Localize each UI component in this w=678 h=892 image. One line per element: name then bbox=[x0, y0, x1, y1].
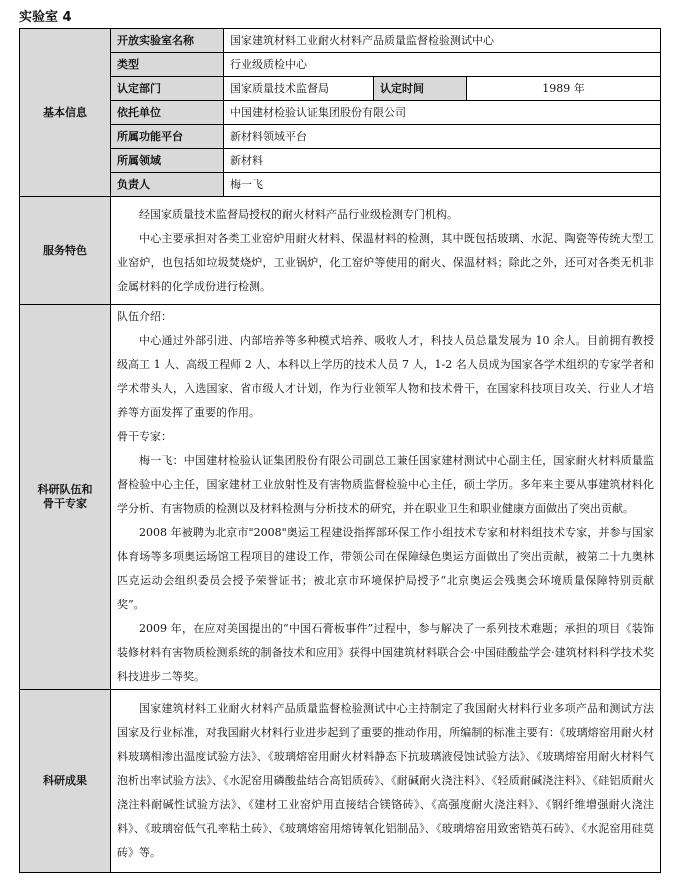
field-label-host-unit: 依托单位 bbox=[111, 101, 224, 125]
field-label-cert-time: 认定时间 bbox=[374, 77, 467, 101]
field-value-cert-dept: 国家质量技术监督局 bbox=[224, 77, 374, 101]
field-value-platform: 新材料领域平台 bbox=[224, 125, 661, 149]
field-label-platform: 所属功能平台 bbox=[111, 125, 224, 149]
team-content bbox=[111, 305, 661, 690]
field-label-lab-name: 开放实验室名称 bbox=[111, 29, 224, 53]
expert-paragraph: 2009 年，在应对美国提出的“中国石膏板事件”过程中，参与解决了一系列技术难题；承担的项目《装饰装修材料有害物质检测系统的制备技术和应用》获得中国建筑材料联合会·中国硅酸盐学会·建筑材料科学技术奖科技进步二等奖。 bbox=[117, 622, 655, 683]
lab-info-table bbox=[19, 28, 661, 873]
table-row bbox=[20, 305, 661, 690]
table-row bbox=[20, 173, 661, 197]
field-value-type: 行业级质检中心 bbox=[224, 53, 661, 77]
section-service: 服务特色 bbox=[20, 197, 111, 305]
table-row bbox=[20, 125, 661, 149]
service-content bbox=[111, 197, 661, 305]
section-team bbox=[20, 305, 111, 690]
field-value-host-unit: 中国建材检验认证集团股份有限公司 bbox=[224, 101, 661, 125]
results-paragraph: 国家建筑材料工业耐火材料产品质量监督检验测试中心主持制定了我国耐火材料行业多项产品和测试方法国家及行业标准，对我国耐火材料行业进步起到了重要的推动作用，所编制的标准主要有：《玻璃熔窑用耐火材料玻璃相渗出温度试验方法》、《玻璃熔窑用耐火材料静态下抗玻璃液侵蚀试验方法》、《玻璃熔窑用耐火材料气泡析出率试验方法》、《水泥窑用磷酸盐结合高铝质砖》、《耐碱耐火浇注料》、《轻质耐碱浇注料》、《硅铝质耐火浇注料耐碱性试验方法》、《建材工业窑炉用直接结合镁铬砖》、《高强度耐火浇注料》、《钢纤维增强耐火浇注料》、《玻璃窑低气孔率粘土砖》、《玻璃熔窑用熔铸氧化铝制品》、《玻璃熔窑用致密锆英石砖》、《水泥窑用硅莫砖》等。 bbox=[117, 702, 655, 859]
field-label-type: 类型 bbox=[111, 53, 224, 77]
section-team-line2: 骨干专家 bbox=[43, 497, 87, 510]
table-row bbox=[20, 29, 661, 53]
field-label-cert-dept: 认定部门 bbox=[111, 77, 224, 101]
field-label-person-in-charge: 负责人 bbox=[111, 173, 224, 197]
section-basic-info: 基本信息 bbox=[20, 29, 111, 197]
results-content bbox=[111, 690, 661, 873]
expert-paragraph: 梅一飞：中国建材检验认证集团股份有限公司副总工兼任国家建材测试中心副主任，国家耐火材料质量监督检验中心主任，国家建材工业放射性及有害物质监督检验中心主任，硕士学历。多年来主要从事建筑材料化学分析、有害物质的检测以及材料检测与分析技术的研究，并在职业卫生和职业健康方面做出了突出贡献。 bbox=[117, 454, 655, 515]
field-value-domain: 新材料 bbox=[224, 149, 661, 173]
team-intro-paragraph: 中心通过外部引进、内部培养等多种模式培养、吸收人才，科技人员总量发展为 10 余人。目前拥有教授级高工 1 人、高级工程师 2 人、本科以上学历的技术人员 7 人，1-2 名人员成为国家各学术组织的专家学者和学术带头人，入选国家、省市级人才计划，作为行业领军人物和技术骨干，在国家科技项目攻关、行业人才培养等方面发挥了重要的作用。 bbox=[117, 334, 655, 419]
section-results: 科研成果 bbox=[20, 690, 111, 873]
service-paragraph: 中心主要承担对各类工业窑炉用耐火材料、保温材料的检测，其中既包括玻璃、水泥、陶瓷等传统大型工业窑炉，也包括如垃圾焚烧炉，工业锅炉，化工窑炉等使用的耐火、保温材料；除此之外，还可对各类无机非金属材料的化学成份进行检测。 bbox=[117, 231, 655, 293]
lab-title: 实验室 4 bbox=[19, 10, 72, 25]
expert-paragraph: 2008 年被聘为北京市"2008"奥运工程建设指挥部环保工作小组技术专家和材料组技术专家，并参与国家体育场等多项奥运场馆工程项目的建设工作，带领公司在保障绿色奥运方面做出了突出贡献，被第二十九奥林匹克运动会组织委员会授予荣誉证书；被北京市环境保护局授予“北京奥运会残奥会环境质量保障特别贡献奖”。 bbox=[117, 526, 655, 611]
table-row bbox=[20, 197, 661, 305]
field-value-cert-time: 1989 年 bbox=[467, 77, 661, 101]
field-value-lab-name: 国家建筑材料工业耐火材料产品质量监督检验测试中心 bbox=[224, 29, 661, 53]
field-label-domain: 所属领域 bbox=[111, 149, 224, 173]
table-row bbox=[20, 53, 661, 77]
team-heading-experts: 骨干专家： bbox=[117, 430, 172, 443]
service-paragraph: 经国家质量技术监督局授权的耐火材料产品行业级检测专门机构。 bbox=[139, 207, 458, 221]
table-row bbox=[20, 101, 661, 125]
team-heading-intro: 队伍介绍： bbox=[117, 310, 172, 323]
table-row bbox=[20, 77, 661, 101]
table-row bbox=[20, 690, 661, 873]
field-value-person-in-charge: 梅一飞 bbox=[224, 173, 661, 197]
table-row bbox=[20, 149, 661, 173]
section-team-line1: 科研队伍和 bbox=[37, 483, 93, 496]
